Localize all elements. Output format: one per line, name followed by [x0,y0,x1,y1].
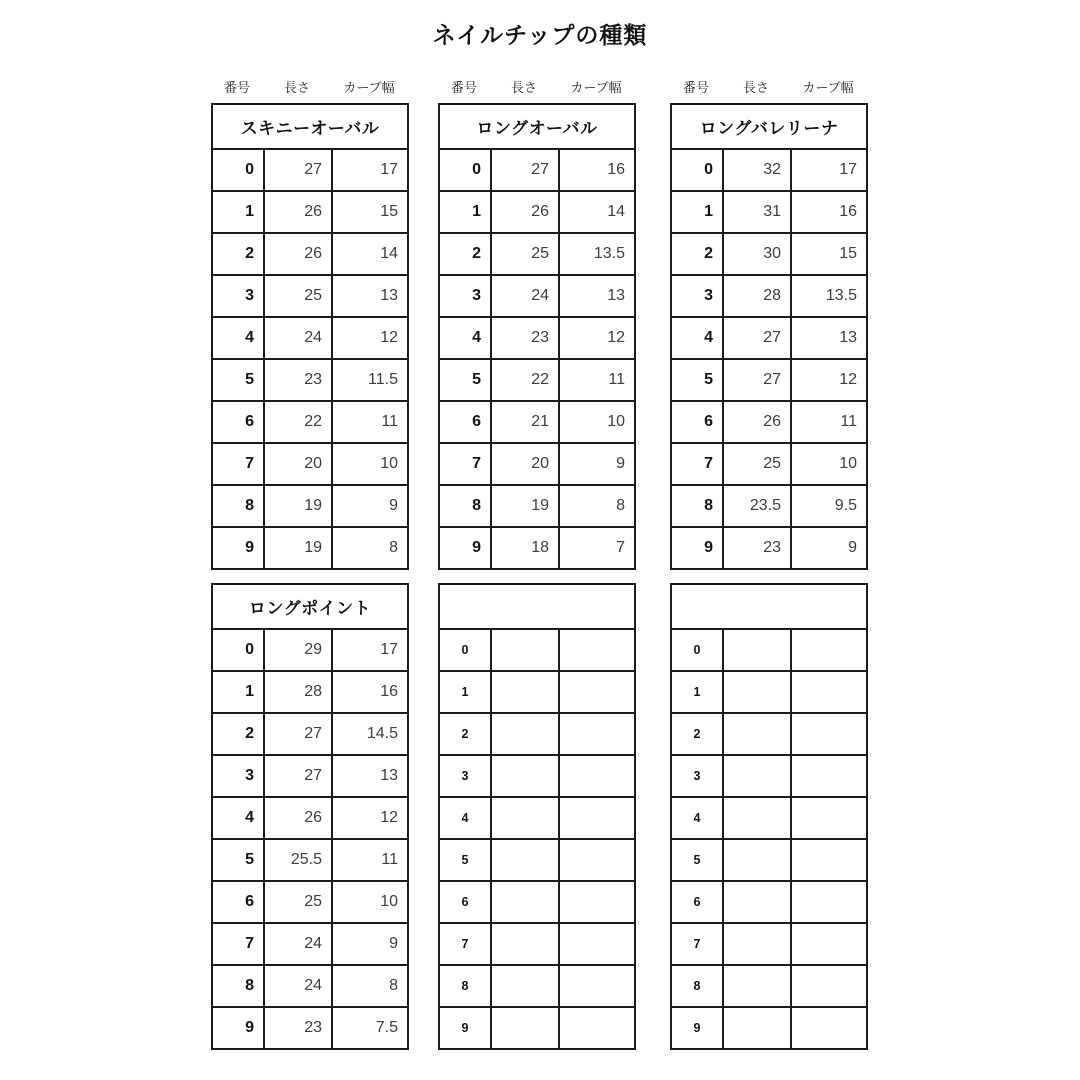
curve-width-value: 16 [791,191,867,233]
page-title: ネイルチップの種類 [432,22,648,48]
table-section-long-ballerina [670,81,866,570]
curve-width-value: 13 [791,317,867,359]
row-number: 7 [671,923,723,965]
column-labels [670,81,866,95]
row-number: 0 [671,149,723,191]
length-value: 23 [264,1007,332,1049]
col-label-curve-width: カーブ幅 [570,80,622,95]
row-number: 6 [212,881,264,923]
col-label-length: 長さ [742,80,769,95]
length-value: 19 [264,485,332,527]
curve-width-value: 12 [559,317,635,359]
curve-width-value: 13 [332,755,408,797]
curve-width-value: 13.5 [791,275,867,317]
table-row [212,965,408,1007]
length-value: 27 [491,149,559,191]
length-value [491,839,559,881]
length-value: 30 [723,233,791,275]
row-number: 0 [671,629,723,671]
length-value: 22 [491,359,559,401]
row-number: 9 [671,1007,723,1049]
length-value: 19 [264,527,332,569]
length-value [723,671,791,713]
curve-width-value: 7 [559,527,635,569]
curve-width-value: 13 [332,275,408,317]
table-row [671,485,867,527]
curve-width-value: 10 [559,401,635,443]
curve-width-value [559,629,635,671]
row-number: 6 [671,401,723,443]
length-value: 20 [491,443,559,485]
table-section-blank-1 [438,583,634,1050]
length-value: 27 [723,317,791,359]
table-row [212,797,408,839]
row-number: 8 [212,485,264,527]
table-title: ロングバレリーナ [671,104,867,149]
table-row [671,965,867,1007]
length-value [723,965,791,1007]
table-row [212,275,408,317]
row-number: 9 [671,527,723,569]
row-number: 4 [671,317,723,359]
row-number: 3 [439,755,491,797]
curve-width-value [791,923,867,965]
length-value [491,629,559,671]
length-value: 21 [491,401,559,443]
table-row [671,797,867,839]
length-value: 32 [723,149,791,191]
table-row [439,149,635,191]
length-value: 27 [723,359,791,401]
column-labels [211,81,407,95]
curve-width-value: 9 [559,443,635,485]
length-value [723,839,791,881]
curve-width-value: 14 [559,191,635,233]
table-row [439,401,635,443]
row-number: 9 [212,1007,264,1049]
curve-width-value: 11 [332,401,408,443]
table-title [439,584,635,629]
curve-width-value: 15 [791,233,867,275]
length-value: 25 [491,233,559,275]
table-row [212,755,408,797]
length-value: 23 [491,317,559,359]
curve-width-value [791,965,867,1007]
length-value [491,671,559,713]
size-table [438,103,636,570]
table-section-long-point [211,583,407,1050]
table-row [212,485,408,527]
table-row [212,233,408,275]
length-value: 27 [264,149,332,191]
length-value: 25 [264,275,332,317]
row-number: 0 [212,629,264,671]
column-labels [438,81,634,95]
length-value: 22 [264,401,332,443]
col-label-number: 番号 [682,80,709,95]
length-value [723,629,791,671]
row-number: 2 [671,713,723,755]
table-row [671,149,867,191]
row-number: 0 [212,149,264,191]
table-row [212,191,408,233]
length-value: 23 [264,359,332,401]
row-number: 4 [439,317,491,359]
table-row [671,671,867,713]
table-row [439,923,635,965]
curve-width-value: 14 [332,233,408,275]
length-value [491,797,559,839]
row-number: 6 [671,881,723,923]
length-value [723,881,791,923]
row-number: 8 [212,965,264,1007]
curve-width-value: 14.5 [332,713,408,755]
table-row [212,443,408,485]
curve-width-value [559,671,635,713]
table-row [439,485,635,527]
table-row [671,191,867,233]
row-number: 7 [212,443,264,485]
row-number: 7 [212,923,264,965]
length-value: 26 [264,797,332,839]
row-number: 8 [439,965,491,1007]
curve-width-value [559,923,635,965]
curve-width-value: 9 [332,923,408,965]
row-number: 2 [439,233,491,275]
row-number: 2 [212,713,264,755]
table-row [439,359,635,401]
length-value: 23 [723,527,791,569]
curve-width-value: 11 [791,401,867,443]
table-row [439,629,635,671]
table-row [439,839,635,881]
row-number: 6 [439,881,491,923]
curve-width-value: 13 [559,275,635,317]
row-number: 1 [671,191,723,233]
curve-width-value [791,839,867,881]
curve-width-value: 13.5 [559,233,635,275]
curve-width-value: 8 [332,965,408,1007]
length-value: 26 [264,191,332,233]
length-value: 25 [264,881,332,923]
length-value [491,965,559,1007]
length-value [723,923,791,965]
curve-width-value: 17 [791,149,867,191]
curve-width-value: 8 [559,485,635,527]
row-number: 4 [212,797,264,839]
table-row [212,149,408,191]
curve-width-value: 10 [791,443,867,485]
table-row [212,1007,408,1049]
table-row [671,233,867,275]
length-value [491,923,559,965]
table-row [439,671,635,713]
row-number: 0 [439,629,491,671]
curve-width-value [559,755,635,797]
row-number: 4 [439,797,491,839]
curve-width-value: 17 [332,149,408,191]
row-number: 7 [671,443,723,485]
row-number: 3 [212,275,264,317]
length-value: 28 [723,275,791,317]
col-label-length: 長さ [510,80,537,95]
table-row [439,443,635,485]
row-number: 1 [212,191,264,233]
table-row [671,629,867,671]
table-row [212,401,408,443]
col-label-number: 番号 [450,80,477,95]
length-value [491,713,559,755]
length-value [491,755,559,797]
table-row [671,839,867,881]
table-row [439,965,635,1007]
curve-width-value: 8 [332,527,408,569]
curve-width-value: 9.5 [791,485,867,527]
table-row [671,359,867,401]
row-number: 2 [212,233,264,275]
row-number: 1 [439,191,491,233]
table-row [212,839,408,881]
length-value [491,1007,559,1049]
curve-width-value: 12 [791,359,867,401]
row-number: 1 [439,671,491,713]
curve-width-value [559,713,635,755]
table-row [671,1007,867,1049]
table-section-long-oval [438,81,634,570]
row-number: 6 [439,401,491,443]
table-row [212,629,408,671]
size-table-blank [438,583,636,1050]
length-value: 25.5 [264,839,332,881]
curve-width-value: 10 [332,881,408,923]
row-number: 7 [439,923,491,965]
curve-width-value: 11.5 [332,359,408,401]
col-label-length: 長さ [283,80,310,95]
row-number: 0 [439,149,491,191]
curve-width-value [791,671,867,713]
curve-width-value: 12 [332,797,408,839]
length-value: 31 [723,191,791,233]
curve-width-value [791,755,867,797]
row-number: 2 [439,713,491,755]
row-number: 9 [439,527,491,569]
length-value: 24 [264,317,332,359]
curve-width-value [559,1007,635,1049]
curve-width-value [559,839,635,881]
table-row [212,359,408,401]
curve-width-value: 11 [332,839,408,881]
length-value: 29 [264,629,332,671]
row-number: 8 [439,485,491,527]
col-label-curve-width: カーブ幅 [802,80,854,95]
table-row [439,713,635,755]
table-row [671,317,867,359]
row-number: 8 [671,485,723,527]
row-number: 1 [212,671,264,713]
table-row [439,191,635,233]
curve-width-value [559,797,635,839]
table-row [671,443,867,485]
row-number: 5 [439,359,491,401]
row-number: 5 [671,359,723,401]
row-number: 3 [671,755,723,797]
table-row [212,317,408,359]
table-row [439,233,635,275]
row-number: 9 [212,527,264,569]
table-row [671,527,867,569]
table-row [212,881,408,923]
row-number: 5 [671,839,723,881]
length-value: 27 [264,755,332,797]
size-table [211,583,409,1050]
table-title: ロングポイント [212,584,408,629]
length-value: 23.5 [723,485,791,527]
table-title [671,584,867,629]
table-row [671,755,867,797]
table-title: ロングオーバル [439,104,635,149]
length-value [723,713,791,755]
length-value [723,755,791,797]
table-section-skinny-oval [211,81,407,570]
table-row [439,317,635,359]
table-row [212,527,408,569]
row-number: 5 [212,359,264,401]
curve-width-value: 17 [332,629,408,671]
curve-width-value: 15 [332,191,408,233]
table-title: スキニーオーバル [212,104,408,149]
length-value: 24 [264,923,332,965]
length-value: 26 [723,401,791,443]
table-row [671,881,867,923]
row-number: 3 [671,275,723,317]
row-number: 5 [439,839,491,881]
row-number: 4 [671,797,723,839]
row-number: 3 [439,275,491,317]
length-value: 25 [723,443,791,485]
row-number: 9 [439,1007,491,1049]
table-row [671,401,867,443]
table-row [671,275,867,317]
size-table [211,103,409,570]
table-row [439,797,635,839]
table-row [212,713,408,755]
curve-width-value [791,797,867,839]
curve-width-value: 9 [791,527,867,569]
curve-width-value: 16 [559,149,635,191]
row-number: 2 [671,233,723,275]
length-value: 26 [491,191,559,233]
row-number: 5 [212,839,264,881]
size-table-blank [670,583,868,1050]
curve-width-value [791,713,867,755]
length-value: 18 [491,527,559,569]
curve-width-value: 10 [332,443,408,485]
length-value: 24 [491,275,559,317]
col-label-curve-width: カーブ幅 [343,80,395,95]
table-row [212,671,408,713]
length-value: 19 [491,485,559,527]
size-table [670,103,868,570]
curve-width-value [791,1007,867,1049]
curve-width-value: 9 [332,485,408,527]
length-value: 28 [264,671,332,713]
curve-width-value: 12 [332,317,408,359]
table-row [439,755,635,797]
table-row [439,275,635,317]
table-row [671,713,867,755]
curve-width-value [791,629,867,671]
curve-width-value: 7.5 [332,1007,408,1049]
table-row [671,923,867,965]
length-value: 20 [264,443,332,485]
row-number: 1 [671,671,723,713]
row-number: 4 [212,317,264,359]
length-value [723,1007,791,1049]
curve-width-value [791,881,867,923]
length-value [491,881,559,923]
row-number: 7 [439,443,491,485]
curve-width-value: 16 [332,671,408,713]
length-value: 27 [264,713,332,755]
curve-width-value: 11 [559,359,635,401]
row-number: 8 [671,965,723,1007]
row-number: 6 [212,401,264,443]
length-value: 26 [264,233,332,275]
curve-width-value [559,965,635,1007]
table-row [212,923,408,965]
length-value: 24 [264,965,332,1007]
table-row [439,1007,635,1049]
row-number: 3 [212,755,264,797]
curve-width-value [559,881,635,923]
table-row [439,881,635,923]
col-label-number: 番号 [223,80,250,95]
table-section-blank-2 [670,583,866,1050]
length-value [723,797,791,839]
table-row [439,527,635,569]
